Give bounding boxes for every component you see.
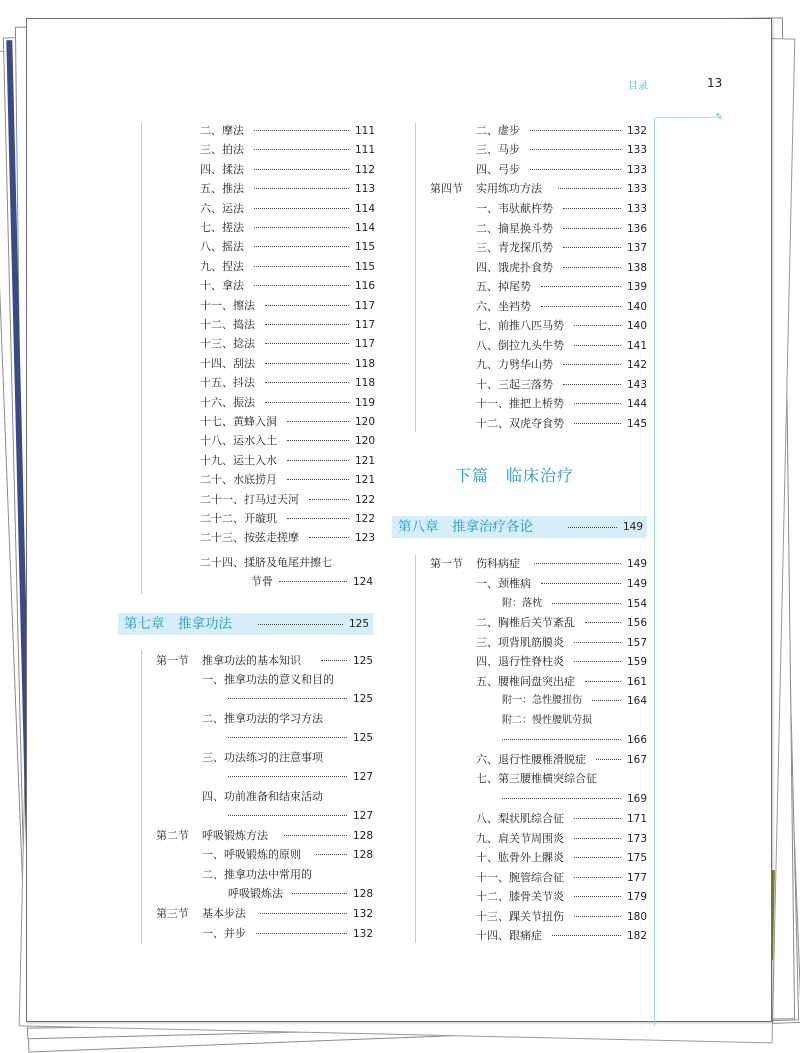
- toc-entry[interactable]: 四、饿虎扑食势 138: [476, 260, 647, 274]
- leader-dots: [265, 382, 349, 383]
- toc-entry[interactable]: 二、推拿功法的学习方法: [202, 712, 323, 725]
- toc-entry[interactable]: 四、功前准备和结束活动: [202, 790, 323, 803]
- toc-entry[interactable]: 一、韦驮献杵势 133: [476, 202, 647, 215]
- toc-entry[interactable]: 二十、水底捞月 121: [200, 473, 375, 487]
- leader-dots: [287, 518, 349, 519]
- toc-entry[interactable]: 六、退行性腰椎滑脱症 167: [476, 753, 647, 766]
- leader-dots: [254, 149, 349, 150]
- leader-dots: [552, 603, 621, 604]
- leader-dots: [568, 527, 617, 528]
- toc-entry[interactable]: 八、倒拉九头牛势 141: [476, 338, 647, 352]
- toc-entry[interactable]: 十一、腕管综合征 177: [476, 870, 647, 884]
- leader-dots: [316, 854, 347, 855]
- toc-entry[interactable]: 十四、跟痛症 182: [476, 929, 647, 942]
- leader-dots: [287, 460, 349, 461]
- toc-entry[interactable]: 十五、抖法 118: [200, 376, 375, 390]
- toc-entry[interactable]: 四、弓步 133: [476, 162, 647, 176]
- leader-dots: [265, 363, 349, 364]
- section-heading[interactable]: 第四节 实用练功方法 133: [430, 182, 647, 195]
- toc-entry[interactable]: 四、退行性脊柱炎 159: [476, 655, 647, 668]
- leader-dots: [254, 169, 349, 170]
- leader-dots: [292, 893, 347, 894]
- leader-dots: [563, 208, 621, 209]
- leader-dots: [254, 246, 349, 247]
- toc-entry[interactable]: 二十一、打马过天河 122: [200, 492, 375, 506]
- column-rule: [141, 650, 142, 944]
- leader-dots: [228, 815, 347, 816]
- leader-dots: [574, 877, 621, 878]
- toc-entry[interactable]: 166: [502, 732, 647, 748]
- leader-dots: [309, 499, 349, 500]
- toc-entry[interactable]: 十四、刮法 118: [200, 356, 375, 370]
- toc-entry[interactable]: 十九、运土入水 121: [200, 453, 375, 467]
- toc-entry[interactable]: 三、功法练习的注意事项: [202, 751, 323, 764]
- toc-entry[interactable]: 127: [228, 808, 373, 824]
- leader-dots: [254, 227, 349, 228]
- part-title: 下篇 临床治疗: [455, 466, 575, 485]
- leader-dots: [265, 305, 349, 306]
- toc-entry[interactable]: 附：落枕 154: [502, 597, 647, 610]
- leader-dots: [592, 700, 621, 701]
- toc-entry[interactable]: 八、梨状肌综合征 171: [476, 812, 647, 825]
- column-rule: [141, 123, 142, 594]
- leader-dots: [287, 479, 349, 480]
- toc-entry[interactable]: 十三、捻法 117: [200, 337, 375, 351]
- toc-entry[interactable]: 四、揉法 112: [200, 162, 375, 176]
- toc-entry[interactable]: 二、虚步 132: [476, 124, 647, 137]
- toc-entry[interactable]: 一、呼吸锻炼的原则 128: [202, 848, 373, 861]
- leader-dots: [585, 681, 621, 682]
- toc-entry[interactable]: 169: [502, 791, 647, 807]
- leader-dots: [260, 913, 347, 914]
- leader-dots: [502, 798, 621, 799]
- toc-entry[interactable]: 五、腰椎间盘突出症 161: [476, 674, 647, 688]
- toc-entry[interactable]: 七、前推八匹马势 140: [476, 319, 647, 332]
- leader-dots: [228, 737, 347, 738]
- toc-entry[interactable]: 十七、黄蜂入洞 120: [200, 415, 375, 428]
- leader-dots: [541, 306, 621, 307]
- leader-dots: [574, 818, 621, 819]
- leader-dots: [574, 916, 621, 917]
- toc-entry[interactable]: 十二、双虎夺食势 145: [476, 416, 647, 430]
- leader-dots: [321, 660, 347, 661]
- leader-dots: [574, 423, 621, 424]
- toc-entry[interactable]: 127: [228, 769, 373, 785]
- toc-entry[interactable]: 六、坐裆势 140: [476, 299, 647, 313]
- toc-entry[interactable]: 十二、捣法 117: [200, 318, 375, 331]
- toc-entry[interactable]: 五、掉尾势 139: [476, 280, 647, 293]
- leader-dots: [254, 208, 349, 209]
- leader-dots: [265, 324, 349, 325]
- section-heading[interactable]: 第三节 基本步法 132: [156, 907, 373, 920]
- leader-dots: [563, 364, 621, 365]
- leader-dots: [563, 384, 621, 385]
- leader-dots: [530, 149, 621, 150]
- toc-entry[interactable]: 七、搓法 114: [200, 221, 375, 234]
- leader-dots: [596, 759, 621, 760]
- leader-dots: [228, 776, 347, 777]
- toc-entry[interactable]: 二十三、按弦走搓摩 123: [200, 531, 375, 545]
- leader-dots: [541, 286, 621, 287]
- leader-dots: [530, 130, 621, 131]
- leader-dots: [574, 896, 621, 897]
- pen-icon: ✎: [715, 112, 724, 123]
- toc-entry[interactable]: 二、摘星换斗势 136: [476, 221, 647, 235]
- leader-dots: [541, 583, 621, 584]
- leader-dots: [574, 345, 621, 346]
- page-number: 13: [707, 76, 723, 90]
- toc-entry[interactable]: 十六、振法 119: [200, 395, 375, 409]
- toc-entry[interactable]: 二、推拿功法中常用的: [202, 868, 312, 881]
- toc-entry[interactable]: 九、捏法 115: [200, 259, 375, 273]
- toc-entry[interactable]: 七、第三腰椎横突综合征: [476, 772, 597, 785]
- toc-entry[interactable]: 三、马步 133: [476, 143, 647, 157]
- leader-dots: [287, 421, 349, 422]
- toc-entry[interactable]: 六、运法 114: [200, 201, 375, 215]
- leader-dots: [254, 266, 349, 267]
- toc-entry[interactable]: 附一：急性腰扭伤 164: [502, 695, 647, 707]
- leader-dots: [254, 130, 349, 131]
- toc-entry[interactable]: 节骨 124: [251, 575, 373, 588]
- leader-dots: [256, 933, 347, 934]
- column-rule: [415, 555, 416, 943]
- toc-entry[interactable]: 十、三起三落势 143: [476, 377, 647, 391]
- margin-rule: [654, 118, 655, 1026]
- leader-dots: [284, 835, 347, 836]
- leader-dots: [574, 661, 621, 662]
- toc-entry[interactable]: 三、青龙探爪势 137: [476, 241, 647, 254]
- toc-entry[interactable]: 呼吸锻炼法 128: [228, 887, 373, 900]
- leader-dots: [287, 440, 349, 441]
- leader-dots: [502, 739, 621, 740]
- section-heading[interactable]: 第二节 呼吸锻炼方法 128: [156, 829, 373, 842]
- toc-entry[interactable]: 三、项背肌筋膜炎 157: [476, 635, 647, 649]
- leader-dots: [254, 188, 349, 189]
- toc-entry[interactable]: 一、推拿功法的意义和目的: [202, 673, 334, 686]
- leader-dots: [563, 247, 621, 248]
- leader-dots: [574, 642, 621, 643]
- toc-entry[interactable]: 十、肱骨外上髁炎 175: [476, 851, 647, 864]
- chapter-heading[interactable]: 第八章 推拿治疗各论 149: [392, 516, 647, 538]
- toc-entry[interactable]: 九、肩关节周围炎 173: [476, 831, 647, 845]
- chapter-heading[interactable]: 第七章 推拿功法 125: [118, 613, 373, 635]
- toc-entry[interactable]: 五、推法 113: [200, 182, 375, 196]
- toc-entry[interactable]: 附二：慢性腰肌劳损: [502, 715, 592, 726]
- toc-entry[interactable]: 二、摩法 111: [200, 124, 375, 137]
- leader-dots: [574, 325, 621, 326]
- leader-dots: [585, 622, 621, 623]
- header-rule: [655, 117, 717, 118]
- toc-entry[interactable]: 三、拍法 111: [200, 143, 375, 157]
- leader-dots: [228, 698, 347, 699]
- toc-entry[interactable]: 二十四、揉脐及龟尾并擦七: [200, 556, 332, 569]
- section-heading[interactable]: 第一节 伤科病症 149: [430, 557, 647, 570]
- toc-entry[interactable]: 一、颈椎病 149: [476, 577, 647, 590]
- toc-entry[interactable]: 十二、膝骨关节炎 179: [476, 890, 647, 903]
- leader-dots: [265, 402, 349, 403]
- toc-entry[interactable]: 八、摇法 115: [200, 240, 375, 254]
- toc-entry[interactable]: 125: [228, 691, 373, 707]
- toc-entry[interactable]: 一、并步 132: [202, 927, 373, 940]
- toc-entry[interactable]: 十三、踝关节扭伤 180: [476, 909, 647, 923]
- leader-dots: [258, 624, 343, 625]
- leader-dots: [530, 169, 621, 170]
- leader-dots: [574, 403, 621, 404]
- leader-dots: [279, 581, 347, 582]
- leader-dots: [254, 285, 349, 286]
- toc-entry[interactable]: 二、胸椎后关节紊乱 156: [476, 616, 647, 629]
- toc-entry[interactable]: 二十二、开璇玑 122: [200, 512, 375, 525]
- toc-entry[interactable]: 十八、运水入土 120: [200, 434, 375, 448]
- leader-dots: [265, 343, 349, 344]
- leader-dots: [309, 537, 349, 538]
- leader-dots: [574, 838, 621, 839]
- running-header: 目录: [628, 81, 648, 92]
- leader-dots: [558, 188, 621, 189]
- leader-dots: [574, 857, 621, 858]
- column-rule: [415, 123, 416, 432]
- leader-dots: [552, 935, 621, 936]
- toc-entry[interactable]: 十一、擦法 117: [200, 298, 375, 312]
- toc-entry[interactable]: 九、力劈华山势 142: [476, 358, 647, 371]
- toc-entry[interactable]: 十、拿法 116: [200, 279, 375, 293]
- section-heading[interactable]: 第一节 推拿功法的基本知识 125: [156, 654, 373, 667]
- leader-dots: [563, 228, 621, 229]
- toc-entry[interactable]: 十一、推把上桥势 144: [476, 397, 647, 410]
- toc-entry[interactable]: 125: [228, 730, 373, 746]
- leader-dots: [534, 563, 621, 564]
- leader-dots: [563, 267, 621, 268]
